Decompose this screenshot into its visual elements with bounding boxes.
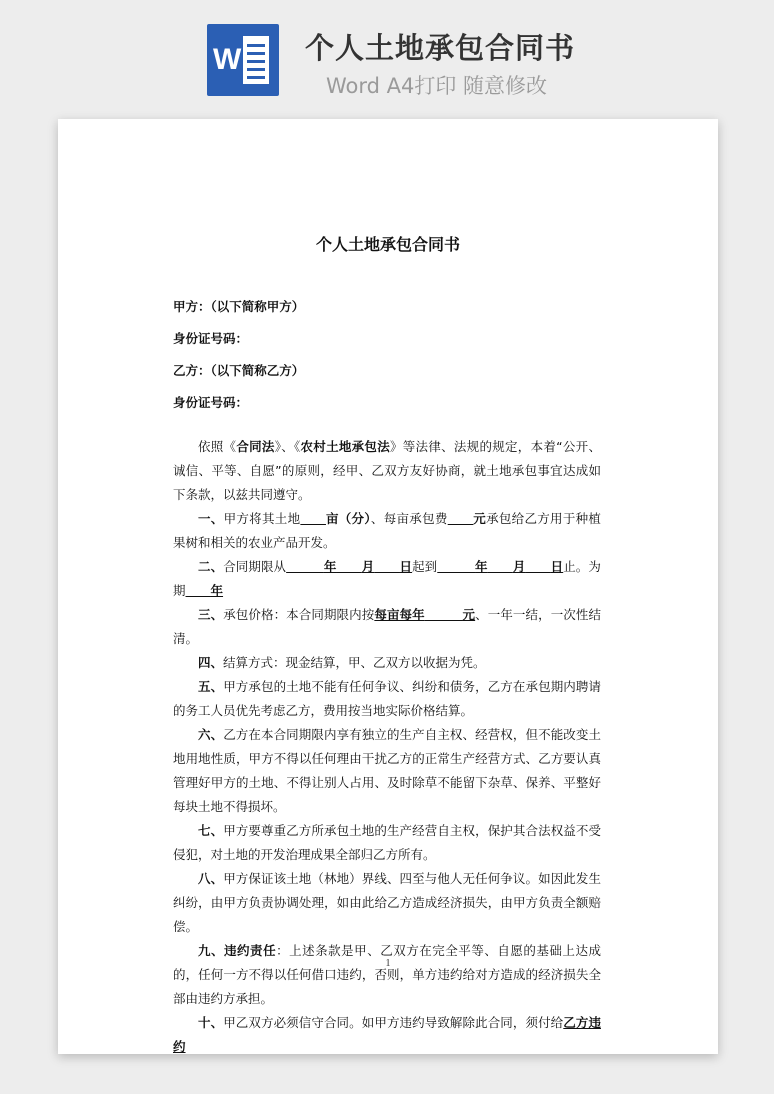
word-document-icon — [207, 24, 279, 96]
clause-2: 二、合同期限从 年 月 日起到 年 月 日止。为期 年 — [173, 559, 601, 598]
document-title: 个人土地承包合同书 — [315, 235, 460, 254]
header-title: 个人土地承包合同书 — [305, 31, 576, 65]
intro-paragraph: 依照《合同法》、《农村土地承包法》等法律、法规的规定，本着“公开、诚信、平等、自愿”的原则，经甲、乙双方友好协商，就土地承包事宜达成如下条款，以兹共同遵守。 — [173, 439, 601, 502]
page-number: 1 — [385, 958, 391, 969]
party-b-id-line: 身份证号码： — [173, 395, 249, 410]
word-logo-letter: W — [213, 43, 242, 76]
party-a-id-line: 身份证号码： — [173, 331, 249, 346]
clause-4: 四、结算方式：现金结算，甲、乙双方以收据为凭。 — [198, 655, 486, 670]
clause-6: 六、乙方在本合同期限内享有独立的生产自主权、经营权，但不能改变土地用地性质，甲方不得以任何理由干扰乙方的正常生产经营方式、乙方要认真管理好甲方的土地、不得让别人占用、及时除草不能留下杂草、保养、平整好每块土地不得损坏。 — [173, 727, 601, 814]
clause-3: 三、承包价格：本合同期限内按每亩每年 元、一年一结，一次性结清。 — [173, 607, 601, 646]
clause-9: 九、违约责任：上述条款是甲、乙双方在完全平等、自愿的基础上达成的，任何一方不得以任何借口违约，否则，单方违约给对方造成的经济损失全部由违约方承担。 — [173, 943, 601, 1006]
page-header — [0, 0, 774, 110]
clause-8: 八、甲方保证该土地（林地）界线、四至与他人无任何争议。如因此发生纠纷，由甲方负责协调处理，如由此给乙方造成经济损失，由甲方负责全额赔偿。 — [173, 871, 601, 934]
party-a-line: 甲方：（以下简称甲方） — [173, 299, 305, 314]
document-page — [58, 119, 718, 1054]
clause-10: 十、甲乙双方必须信守合同。如甲方违约导致解除此合同，须付给乙方违约 — [173, 1015, 601, 1054]
clause-7: 七、甲方要尊重乙方所承包土地的生产经营自主权，保护其合法权益不受侵犯，对土地的开发治理成果全部归乙方所有。 — [173, 823, 601, 862]
header-subtitle: Word A4打印 随意修改 — [326, 74, 548, 98]
clause-1: 一、甲方将其土地 亩（分）、每亩承包费 元承包给乙方用于种植果树和相关的农业产品开发。 — [173, 511, 601, 550]
clause-5: 五、甲方承包的土地不能有任何争议、纠纷和债务，乙方在承包期内聘请的务工人员优先考虑乙方，费用按当地实际价格结算。 — [173, 679, 601, 718]
party-b-line: 乙方：（以下简称乙方） — [173, 363, 305, 378]
